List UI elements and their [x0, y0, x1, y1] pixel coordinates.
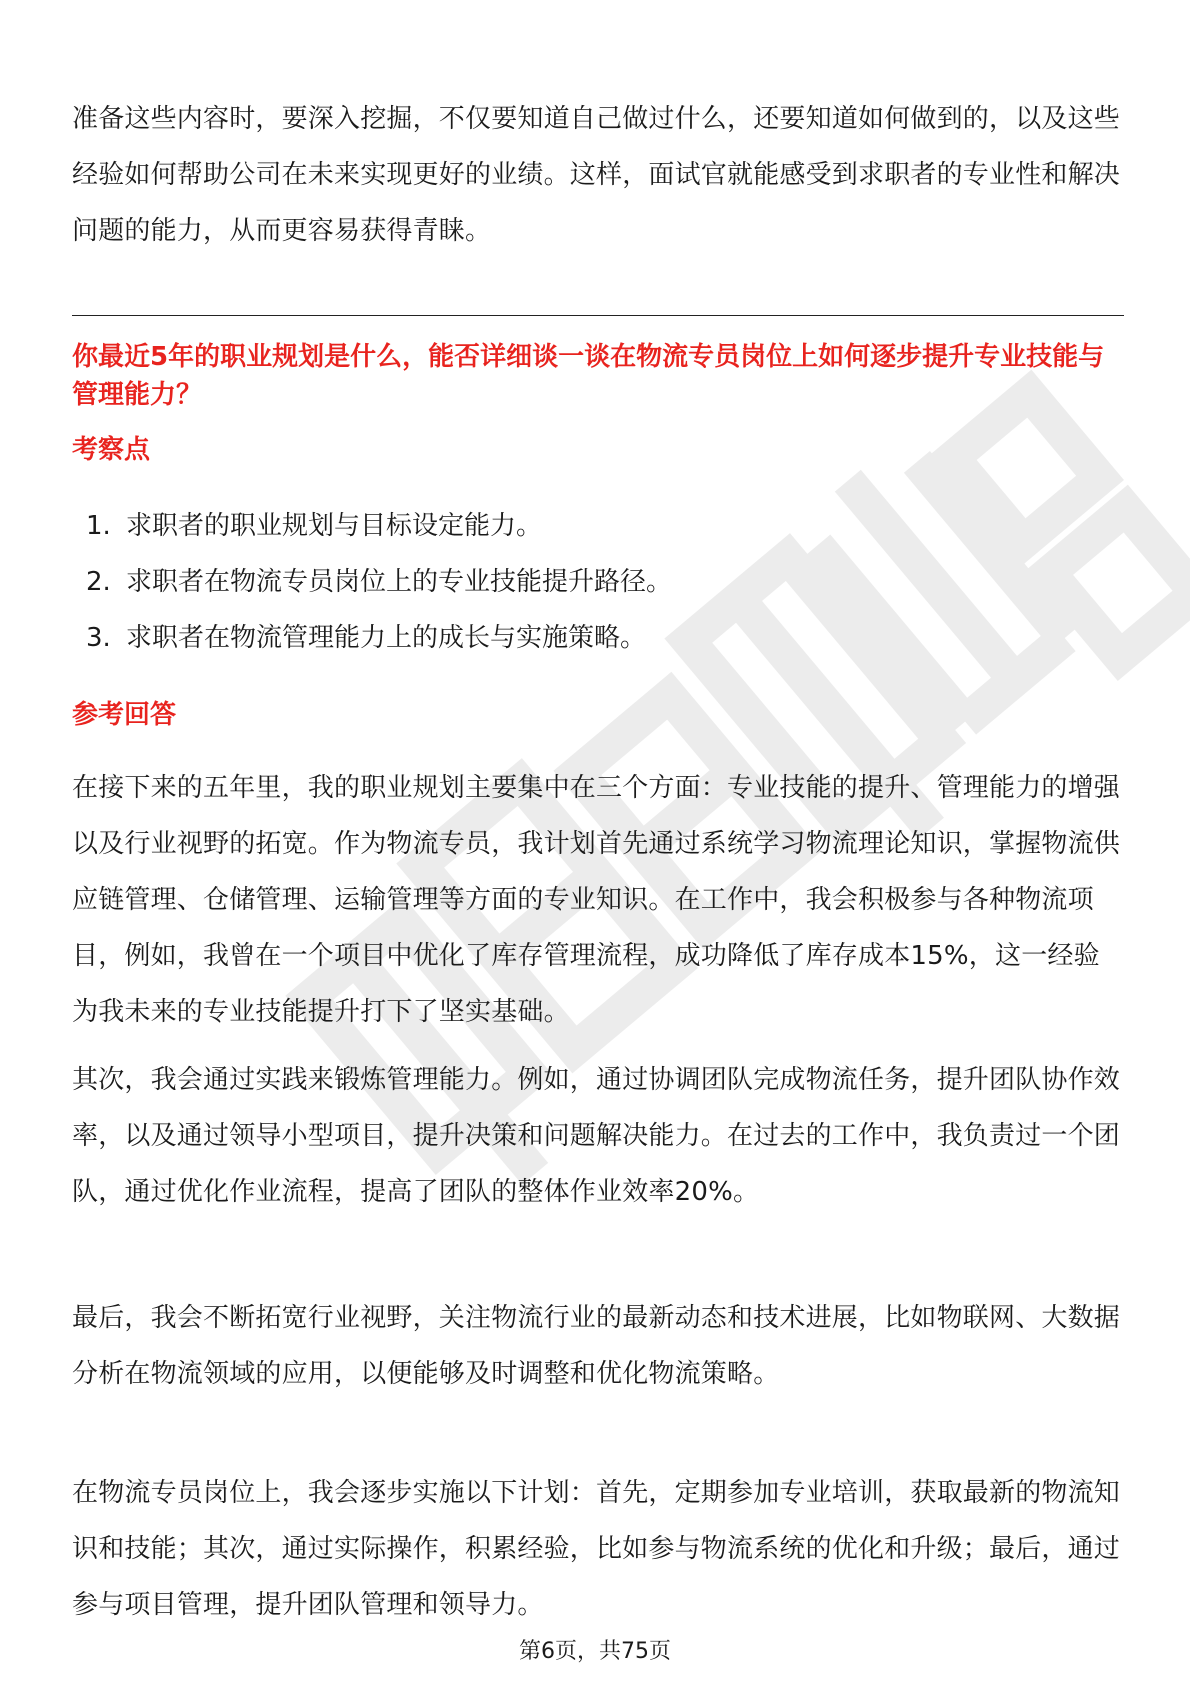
- answer-paragraph: 其次，我会通过实践来锻炼管理能力。例如，通过协调团队完成物流任务，提升团队协作效率，以及通过领导小型项目，提升决策和问题解决能力。在过去的工作中，我负责过一个团队，通过优化作业流程，提高了团队的整体作业效率20%。: [72, 1065, 1121, 1207]
- list-item: [86, 498, 672, 554]
- answer-paragraph: 最后，我会不断拓宽行业视野，关注物流行业的最新动态和技术进展，比如物联网、大数据分析在物流领域的应用，以便能够及时调整和优化物流策略。: [72, 1303, 1121, 1389]
- page-number: 第6页，共75页: [519, 1639, 671, 1664]
- list-item: [86, 554, 672, 610]
- answer-heading: 参考回答: [72, 700, 177, 730]
- answer-paragraph: 在物流专员岗位上，我会逐步实施以下计划：首先，定期参加专业培训，获取最新的物流知识和技能；其次，通过实际操作，积累经验，比如参与物流系统的优化和升级；最后，通过参与项目管理，提升团队管理和领导力。: [72, 1478, 1121, 1620]
- question-title: 你最近5年的职业规划是什么，能否详细谈一谈在物流专员岗位上如何逐步提升专业技能与管理能力？: [72, 342, 1105, 410]
- points-list: [86, 498, 672, 666]
- points-heading: 考察点: [72, 435, 151, 465]
- list-item-number: 1.: [86, 511, 111, 541]
- list-item-number: 3.: [86, 623, 111, 653]
- list-item-text: 求职者在物流专员岗位上的专业技能提升路径。: [126, 567, 673, 597]
- answer-paragraph: 在接下来的五年里，我的职业规划主要集中在三个方面：专业技能的提升、管理能力的增强以及行业视野的拓宽。作为物流专员，我计划首先通过系统学习物流理论知识，掌握物流供应链管理、仓储管理、运输管理等方面的专业知识。在工作中，我会积极参与各种物流项目，例如，我曾在一个项目中优化了库存管理流程，成功降低了库存成本15%，这一经验为我未来的专业技能提升打下了坚实基础。: [72, 773, 1121, 1027]
- list-item: [86, 610, 672, 666]
- section-divider: [72, 315, 1124, 316]
- list-item-text: 求职者在物流管理能力上的成长与实施策略。: [126, 623, 647, 653]
- intro-paragraph: 准备这些内容时，要深入挖掘，不仅要知道自己做过什么，还要知道如何做到的，以及这些经验如何帮助公司在未来实现更好的业绩。这样，面试官就能感受到求职者的专业性和解决问题的能力，从而更容易获得青睐。: [72, 104, 1121, 246]
- list-item-text: 求职者的职业规划与目标设定能力。: [126, 511, 543, 541]
- list-item-number: 2.: [86, 567, 111, 597]
